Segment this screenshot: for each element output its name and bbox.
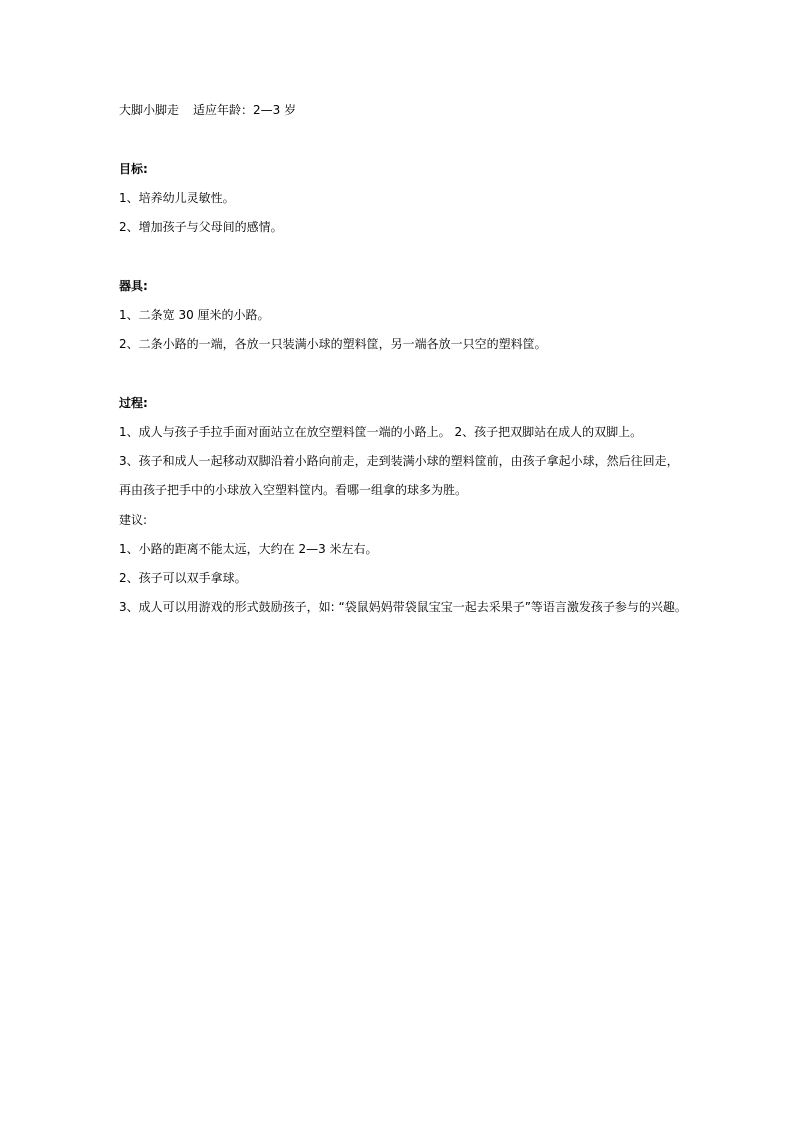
process-heading: 过程: xyxy=(119,396,148,410)
suggestion-item: 3、成人可以用游戏的形式鼓励孩子，如: “袋鼠妈妈带袋鼠宝宝一起去采果子”等语言激发孩子参与的兴趣。 xyxy=(119,600,687,614)
goals-heading: 目标: xyxy=(119,162,148,176)
title-line xyxy=(119,102,296,118)
equipment-heading: 器具: xyxy=(119,279,148,293)
equipment-item: 1、二条宽 30 厘米的小路。 xyxy=(119,308,270,322)
goal-item: 2、增加孩子与父母间的感情。 xyxy=(119,220,283,234)
process-line: 3、孩子和成人一起移动双脚沿着小路向前走，走到装满小球的塑料筐前，由孩子拿起小球，然后往回走， xyxy=(119,454,679,468)
suggestion-item: 1、小路的距离不能太远，大约在 2—3 米左右。 xyxy=(119,542,378,556)
age-range: 适应年龄：2—3 岁 xyxy=(193,103,297,117)
suggestions-heading: 建议: xyxy=(119,513,148,527)
goal-item: 1、培养幼儿灵敏性。 xyxy=(119,191,235,205)
process-line: 再由孩子把手中的小球放入空塑料筐内。看哪一组拿的球多为胜。 xyxy=(119,483,468,497)
suggestion-item: 2、孩子可以双手拿球。 xyxy=(119,571,247,585)
process-line: 1、成人与孩子手拉手面对面站立在放空塑料筐一端的小路上。 2、孩子把双脚站在成人的双脚上。 xyxy=(119,425,643,439)
equipment-item: 2、二条小路的一端，各放一只装满小球的塑料筐，另一端各放一只空的塑料筐。 xyxy=(119,337,547,351)
document-title: 大脚小脚走 xyxy=(119,103,180,117)
